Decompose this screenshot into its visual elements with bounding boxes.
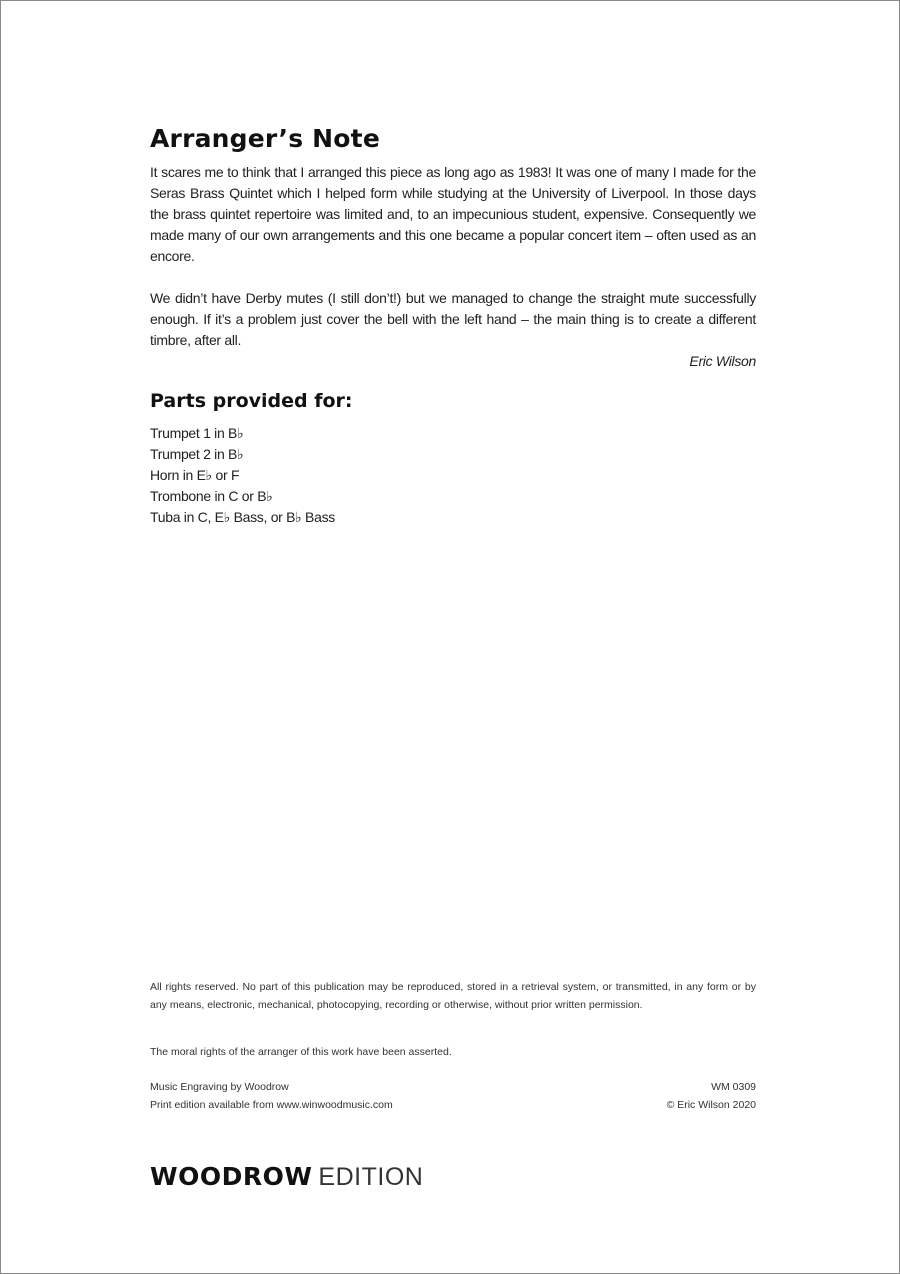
part-item: Horn in E♭ or F [150, 467, 240, 483]
catalog-info [556, 1079, 756, 1114]
catalog-number: WM 0309 [711, 1081, 756, 1093]
parts-heading: Parts provided for: [150, 390, 353, 412]
woodrow-edition-logo [150, 1162, 423, 1192]
part-item: Trombone in C or B♭ [150, 488, 273, 504]
parts-list [150, 423, 335, 528]
engraving-credit: Music Engraving by Woodrow [150, 1081, 289, 1093]
part-item: Tuba in C, E♭ Bass, or B♭ Bass [150, 509, 335, 525]
note-paragraph-2: We didn’t have Derby mutes (I still don’t!) but we managed to change the straight mute successfully enough. If it’s a problem just cover the bell with the left hand – the main thing is to create a different timbre, after all. [150, 290, 756, 348]
publisher-credits [150, 1079, 393, 1114]
arranger-signature: Eric Wilson [689, 353, 756, 369]
part-item: Trumpet 1 in B♭ [150, 425, 244, 441]
rights-notice: All rights reserved. No part of this publication may be reproduced, stored in a retrieval system, or transmitted, in any form or by any means, electronic, mechanical, photocopying, recording or otherwise, without prior written permission. [150, 981, 756, 1011]
part-item: Trumpet 2 in B♭ [150, 446, 244, 462]
arrangers-note-body [150, 162, 756, 372]
moral-rights-notice: The moral rights of the arranger of this work have been asserted. [150, 1046, 452, 1058]
logo-brand: WOODROW [150, 1162, 313, 1191]
logo-edition: EDITION [318, 1163, 424, 1191]
copyright-notice: © Eric Wilson 2020 [666, 1098, 756, 1111]
note-paragraph-1: It scares me to think that I arranged this piece as long ago as 1983! It was one of many I made for the Seras Brass Quintet which I helped form while studying at the University of Liverpool. In those days the brass quintet repertoire was limited and, to an impecunious student, expensive. Consequently we made many of our own arrangements and this one became a popular concert item – often used as an encore. [150, 164, 756, 264]
arrangers-note-heading: Arranger’s Note [150, 124, 380, 153]
print-edition-link: Print edition available from www.winwoodmusic.com [150, 1098, 393, 1111]
